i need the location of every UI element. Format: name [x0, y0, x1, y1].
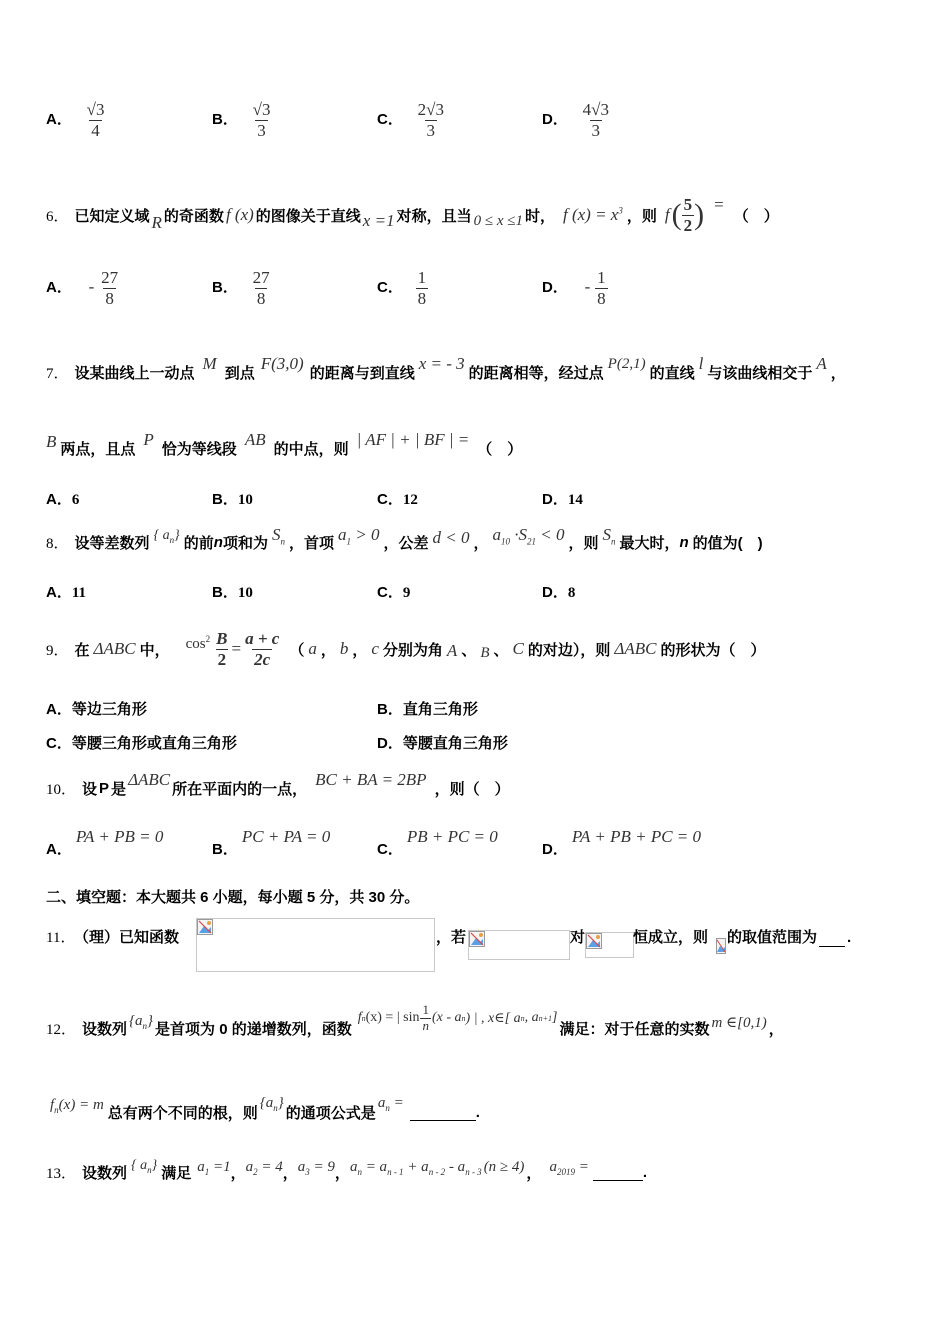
q8-option-b: B．10: [212, 584, 253, 601]
q6-option-b: B． $\frac{27}{8}$: [212, 268, 270, 308]
q8-options: [46, 581, 916, 605]
q10-option-d: D．PA + PB + PC = 0: [542, 827, 702, 858]
q10-option-a: A．PA + PB = 0: [46, 827, 164, 858]
q5-option-b: [212, 100, 272, 140]
q5-option-a: [46, 100, 106, 140]
q6-option-a: A． - $\frac{27}{8}$: [46, 268, 119, 308]
broken-image-icon: [586, 933, 602, 949]
q7-options: [46, 488, 916, 512]
q6-options: [46, 268, 916, 324]
question-7-line2: B 两点，且点 P 恰为等线段 AB 的中点，则 | AF | + | BF | = （ ）: [46, 430, 523, 458]
question-6: 6． 已知定义域 R 的奇函数 f (x) 的图像关于直线 x =1 对称，且当 0 ≤ x ≤1 时， f $(x) = x^3$ ，则 f ( $\frac{5}{2}$ ) = （ ）: [46, 194, 779, 235]
question-12-line1: 12． 设数列 $\{a_n\}$ 是首项为 0 的递增数列，函数 f n (x) = | sin $\frac{1}{n}$ (x - a n ) | , x∈[ a n , a n+1 ] 满足：对于任意的实数 m ∈[0,1) ，: [46, 1001, 784, 1038]
q5-options: [46, 100, 916, 156]
option-fraction: $\frac{2√3}{3}$: [417, 100, 444, 140]
q6-option-c: C． $\frac{1}{8}$: [377, 268, 427, 308]
q7-option-c: C．12: [377, 491, 418, 508]
broken-image-icon: [716, 938, 726, 954]
option-fraction: $\frac{√3}{4}$: [86, 100, 105, 140]
option-fraction: $\frac{4√3}{3}$: [582, 100, 609, 140]
option-fraction: $\frac{√3}{3}$: [252, 100, 271, 140]
option-label: C．: [377, 111, 403, 129]
option-label: A．: [46, 111, 72, 129]
q9-option-c: C．等腰三角形或直角三角形: [46, 735, 237, 752]
question-10: 10． 设 P 是 ΔABC 所在平面内的一点， BC + BA = 2BP ，则（ ）: [46, 770, 510, 798]
q10-option-b: B．PC + PA = 0: [212, 827, 331, 858]
answer-blank: [593, 1163, 643, 1181]
answer-blank: [410, 1103, 476, 1121]
q7-option-b: B．10: [212, 491, 253, 508]
q7-option-a: A．6: [46, 491, 80, 508]
q6-option-d: D． - $\frac{1}{8}$: [542, 268, 606, 308]
q5-option-d: [542, 100, 611, 140]
question-11-text: ，若: [436, 929, 467, 946]
question-11-text: 的取值范围为 .: [727, 929, 852, 946]
question-11-text: 对: [570, 929, 586, 946]
option-label: D．: [542, 111, 568, 129]
q10-option-c: C．PB + PC = 0: [377, 827, 498, 858]
q9-option-a: A．等边三角形: [46, 701, 147, 718]
question-8: 8． 设等差数列 { $a_n$} 的前 n 项和为 $S_n$ ，首项 $a_1 > 0$ ，公差 d < 0 ， $a_{10} \cdot S_{21} < 0$ ，则 $S_n$ 最大时， n 的值为( ): [46, 525, 763, 552]
q8-option-c: C．9: [377, 584, 411, 601]
q7-option-d: D．14: [542, 491, 583, 508]
broken-image-icon: [469, 931, 485, 947]
q8-option-d: D．8: [542, 584, 576, 601]
question-11-number: 11． （理）已知函数: [46, 929, 179, 946]
q9-option-b: B．直角三角形: [377, 701, 478, 718]
section-heading: 二、填空题：本大题共 6 小题，每小题 5 分，共 30 分。: [46, 889, 420, 906]
question-9: 9． 在 ΔABC 中， $\cos^2$ $\frac{B}{2}$ = $\frac{a + c}{2c}$ （ a ， b ， c 分别为角 A 、 B 、 C 的对边），则 ΔABC 的形状为（ ）: [46, 628, 766, 669]
broken-image-icon: [197, 919, 213, 935]
q8-option-a: A．11: [46, 584, 87, 601]
q9-option-d: D．等腰直角三角形: [377, 735, 508, 752]
q9-options: [46, 698, 916, 758]
question-12-line2: $f_n(x) = m$ 总有两个不同的根，则 $\{a_n\}$ 的通项公式是 $a_n$ = .: [50, 1095, 480, 1122]
q5-option-c: [377, 100, 446, 140]
question-13: 13． 设数列 { $a_n$} 满足 $a_1 =1$ ， $a_2 = 4$ ， $a_3 = 9$ ， $a_n = a_{n - 1} + a_{n - 2} - a_{n - 3}$ (n ≥ 4) ， $a_{2019}$ = .: [46, 1157, 647, 1182]
formula-image-box: [196, 918, 435, 972]
question-11-text: 恒成立，则: [633, 929, 709, 946]
q10-options: [46, 826, 916, 862]
option-label: B．: [212, 111, 238, 129]
answer-blank: [819, 929, 845, 947]
question-7-line1: 7． 设某曲线上一动点 M 到点 F(3,0) 的距离与到直线 x = - 3 的距离相等，经过点 P(2,1) 的直线 l 与该曲线相交于 A ，: [46, 354, 846, 382]
